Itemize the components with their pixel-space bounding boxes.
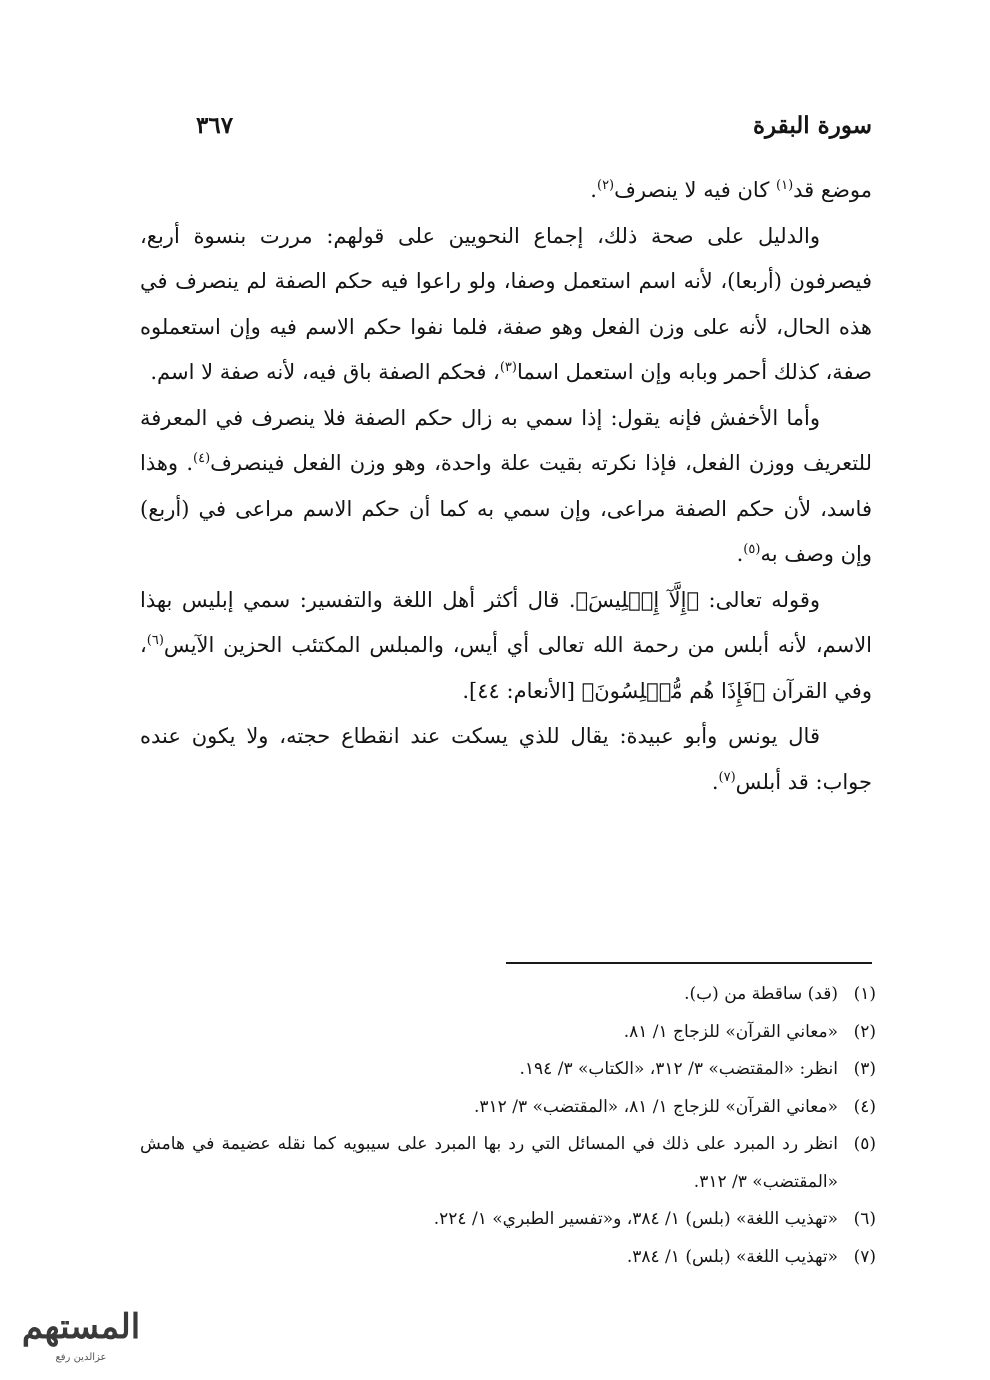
text-run: . <box>736 542 744 566</box>
text-run: ، فحكم الصفة باق فيه، لأنه صفة لا اسم. <box>150 360 500 384</box>
footnote-number: (١) <box>853 984 876 1004</box>
footnote-ref: (٥) <box>743 542 761 557</box>
logo-subtext: عزالدين رفع <box>55 1352 107 1363</box>
footnote-text: (قد) ساقطة من (ب). <box>684 984 838 1004</box>
logo-text: المستهم <box>21 1307 141 1347</box>
paragraph-3 <box>140 396 872 578</box>
page-number: ٣٦٧ <box>196 112 234 139</box>
footnote <box>140 1126 876 1201</box>
footnote <box>140 1051 876 1089</box>
footnote-number: (٤) <box>853 1096 876 1117</box>
text-run: ، وفي القرآن ﴿فَإِذَا هُم مُّبۡلِسُونَ﴾ [الأنعام: ٤٤]. <box>140 633 872 703</box>
footnote <box>140 1201 876 1239</box>
footnote <box>140 976 876 1014</box>
text-run: كان فيه لا ينصرف <box>614 178 777 202</box>
footnote <box>140 1239 876 1277</box>
text-run: . <box>711 769 719 794</box>
footnote-text: انظر: «المقتضب» ٣/ ٣١٢، «الكتاب» ٣/ ١٩٤. <box>519 1059 838 1079</box>
footnote-number: (٣) <box>853 1059 876 1079</box>
footnotes <box>140 976 876 1276</box>
footnote <box>140 1089 876 1127</box>
footnote <box>140 1014 876 1052</box>
watermark-logo <box>8 1298 154 1370</box>
paragraph-4 <box>140 578 872 715</box>
text-run: وأما الأخفش فإنه يقول: إذا سمي به زال حكم الصفة فلا ينصرف في المعرفة للتعريف ووزن الفعل، فإذا نكرته بقيت علة واحدة، وهو وزن الفعل فينصرف <box>140 405 872 475</box>
text-run: قال يونس وأبو عبيدة: يقال للذي يسكت عند انقطاع حجته، ولا يكون عنده جواب: قد أبلس <box>140 724 872 794</box>
footnote-number: (٦) <box>853 1209 876 1229</box>
footnote-number: (٢) <box>853 1021 876 1042</box>
paragraph-5 <box>140 714 872 805</box>
footnote-ref: (٣) <box>499 360 517 375</box>
footnote-text: «معاني القرآن» للزجاج ١/ ٨١، «المقتضب» ٣/ ٣١٢. <box>474 1096 838 1117</box>
footnote-ref: (١) <box>776 178 794 193</box>
text-run: وقوله تعالى: ﴿إِلَّآ إِبۡلِيسَ﴾. قال أكثر أهل اللغة والتفسير: سمي إبليس بهذا الاسم، لأنه أبلس من رحمة الله تعالى أي أيس، والمبلس المكتئب الحزين الآيس <box>140 587 872 657</box>
main-text <box>140 168 872 805</box>
footnote-ref: (٤) <box>193 451 211 466</box>
footnote-text: «معاني القرآن» للزجاج ١/ ٨١. <box>623 1021 838 1042</box>
footnote-ref: (٢) <box>596 178 615 193</box>
footnote-text: انظر رد المبرد على ذلك في المسائل التي رد بها المبرد على سيبويه كما نقله عضيمة في هامش «المقتضب» ٣/ ٣١٢. <box>140 1134 838 1192</box>
footnote-text: «تهذيب اللغة» (بلس) ١/ ٣٨٤، و«تفسير الطبري» ١/ ٢٢٤. <box>433 1209 838 1229</box>
footnote-number: (٧) <box>853 1246 876 1267</box>
footnote-ref: (٦) <box>146 633 164 648</box>
text-run: موضع قد <box>793 178 872 202</box>
footnote-number: (٥) <box>853 1134 876 1154</box>
paragraph-2 <box>140 214 872 396</box>
footnote-text: «تهذيب اللغة» (بلس) ١/ ٣٨٤. <box>626 1246 838 1267</box>
footnote-ref: (٧) <box>718 769 736 785</box>
paragraph-1 <box>140 168 872 214</box>
footnote-separator <box>506 962 872 964</box>
text-run: . <box>590 178 597 202</box>
surah-title: سورة البقرة <box>752 112 872 139</box>
text-run: والدليل على صحة ذلك، إجماع النحويين على قولهم: مررت بنسوة أربع، فيصرفون (أربعا)، لأنه اسم استعمل وصفا، ولو راعوا فيه حكم الصفة لم ينصرف في هذه الحال، لأنه على وزن الفعل وهو صفة، فلما نفوا حكم الاسم فيه وإن استعملوه صفة، كذلك أحمر وبابه وإن استعمل اسما <box>140 223 872 384</box>
text-run: . وهذا فاسد، لأن حكم الصفة مراعى، وإن سمي به كما أن حكم الاسم مراعى في (أربع) وإن وصف به <box>140 451 872 566</box>
